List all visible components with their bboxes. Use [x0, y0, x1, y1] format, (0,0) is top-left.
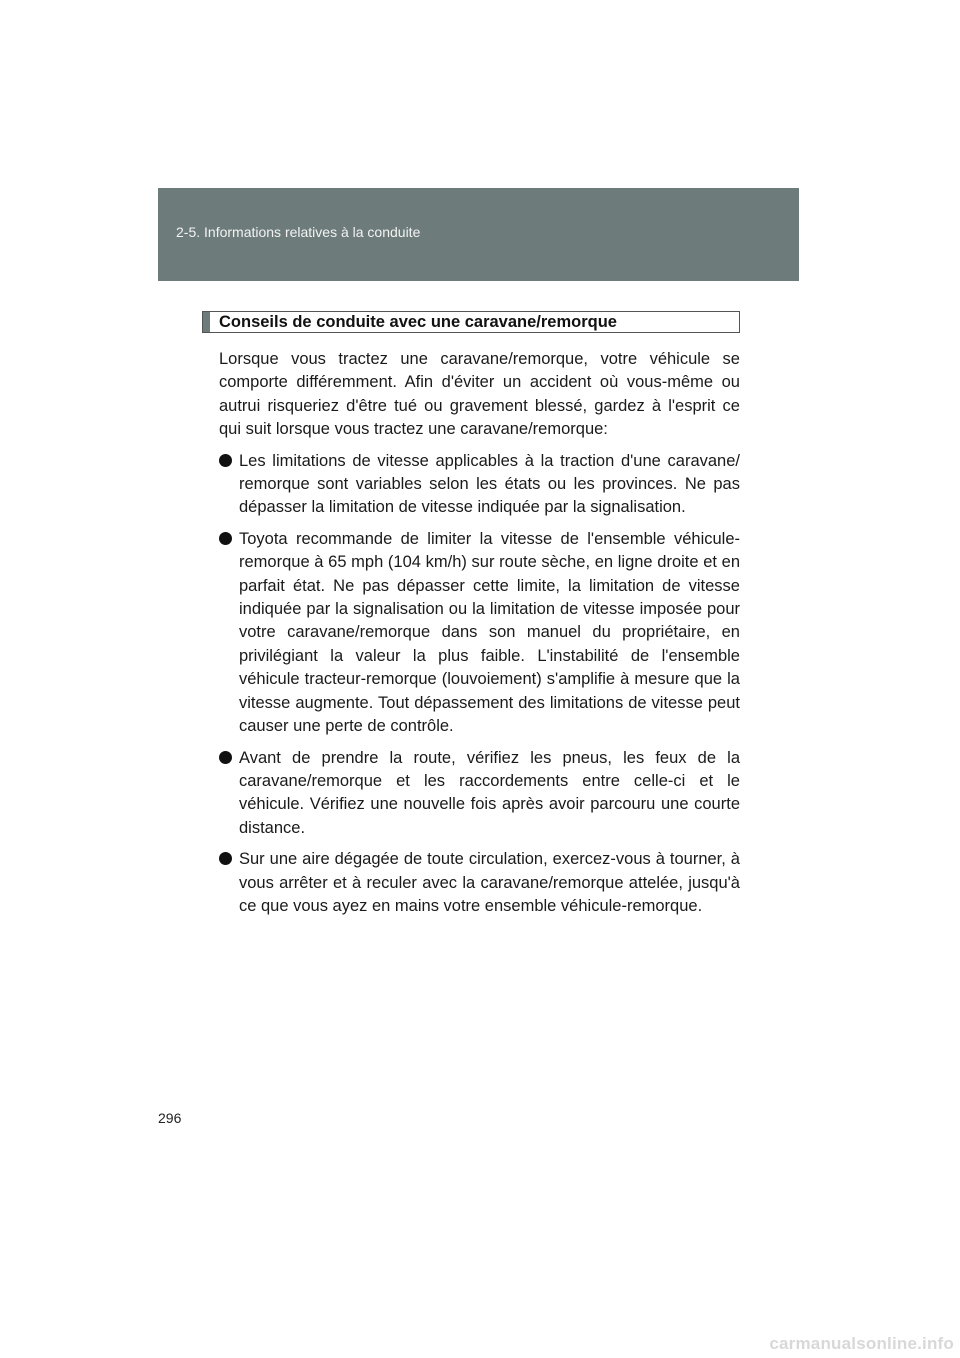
bullet-icon — [219, 454, 232, 467]
section-heading — [202, 311, 740, 333]
page-number: 296 — [158, 1110, 182, 1126]
list-item — [219, 848, 740, 918]
list-item-text: Les limitations de vitesse applicables à la traction d'une caravane/ remorque sont variables selon les états ou les provinces. Ne pas dépasser la limitation de vitesse indiquée par la signalisation. — [239, 451, 740, 517]
list-item — [219, 528, 740, 739]
intro-paragraph: Lorsque vous tractez une caravane/remorque, votre véhicule se comporte différemment. Afin d'éviter un accident où vous-même ou autrui risqueriez d'être tué ou gravement blessé, gardez à l'esprit ce qui suit lorsque vous tractez une caravane/remorque: — [219, 350, 740, 439]
bullet-icon — [219, 751, 232, 764]
list-item-text: Sur une aire dégagée de toute circulation, exercez-vous à tourner, à vous arrêter et à reculer avec la caravane/remorque attelée, jusqu'à ce que vous ayez en mains votre ensemble véhicule-remorque. — [239, 850, 740, 915]
chapter-header — [158, 188, 799, 281]
list-item-text: Avant de prendre la route, vérifiez les pneus, les feux de la caravane/remorque et les raccordements entre celle-ci et le véhicule. Vérifiez une nouvelle fois après avoir parcouru une courte distance. — [239, 748, 740, 837]
section-title: Conseils de conduite avec une caravane/remorque — [219, 313, 617, 331]
bullet-icon — [219, 852, 232, 865]
bullet-icon — [219, 532, 232, 545]
list-item — [219, 450, 740, 520]
section-body — [219, 348, 740, 926]
chapter-label: 2-5. Informations relatives à la conduite — [176, 224, 421, 240]
list-item — [219, 747, 740, 841]
list-item-text: Toyota recommande de limiter la vitesse de l'ensemble véhicule-remorque à 65 mph (104 km/h) sur route sèche, en ligne droite et en parfait état. Ne pas dépasser cette limite, la limitation de vitesse indiquée par la signalisation ou la limitation de vitesse imposée pour votre caravane/remorque dans son manuel du propriétaire, en privilégiant la valeur la plus faible. L'instabilité de l'ensemble véhicule tracteur-remorque (louvoiement) s'amplifie à mesure que la vitesse augmente. Tout dépassement des limitations de vitesse peut causer une perte de contrôle. — [239, 529, 740, 736]
section-marker — [203, 312, 210, 332]
watermark: carmanualsonline.info — [769, 1334, 954, 1353]
